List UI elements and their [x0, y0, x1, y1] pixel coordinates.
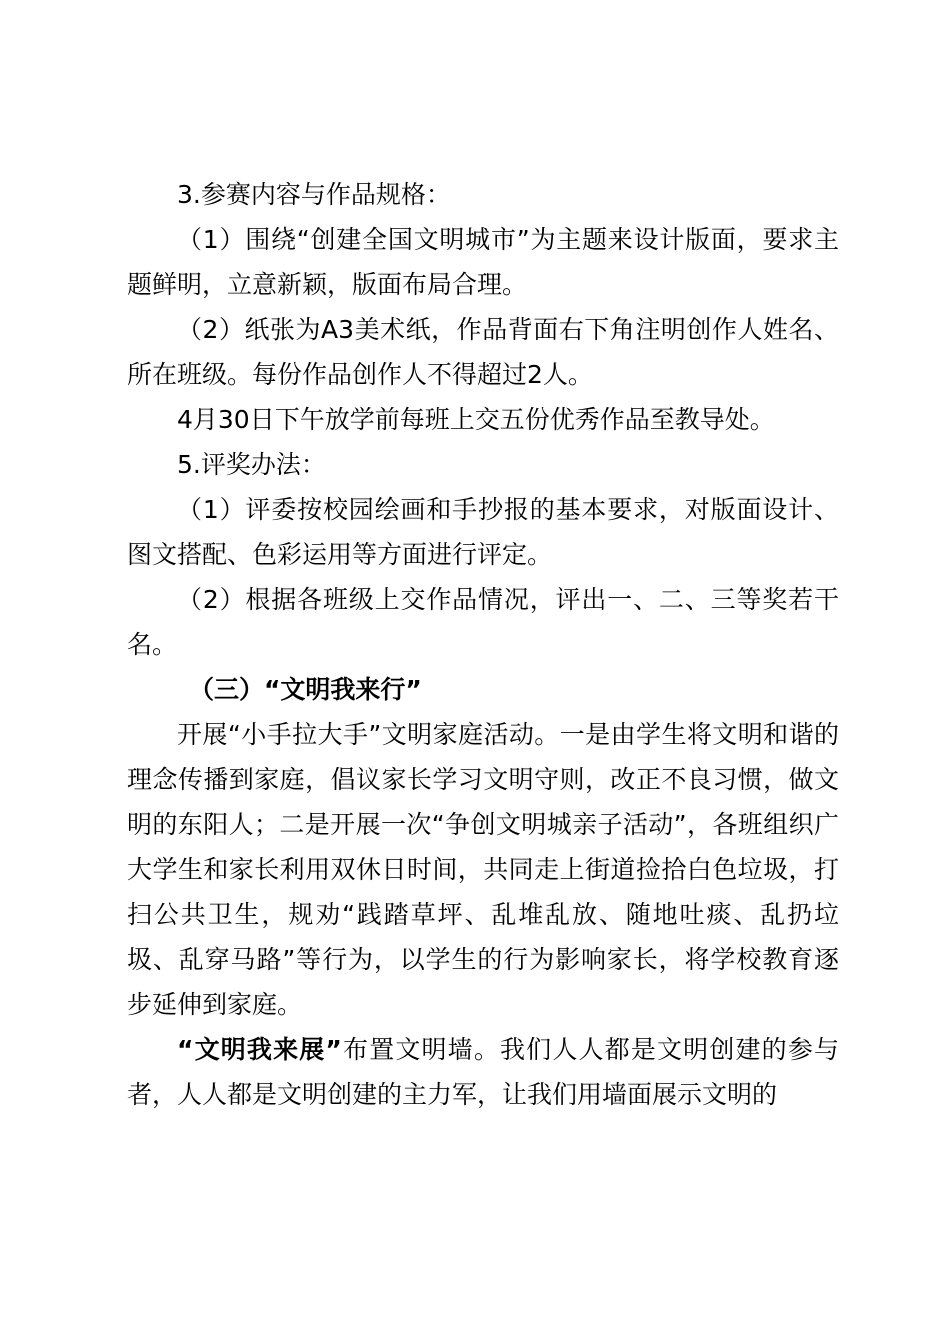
section-heading: （三）“文明我来行”: [189, 675, 422, 704]
paragraph-3-item-1: （1）围绕“创建全国文明城市”为主题来设计版面，要求主题鲜明，立意新颖，版面布局合理。: [127, 225, 839, 299]
paragraph-5-item-1: （1）评委按校园绘画和手抄报的基本要求，对版面设计、图文搭配、色彩运用等方面进行评定。: [127, 495, 839, 569]
paragraph-5-item-2: （2）根据各班级上交作品情况，评出一、二、三等奖若干名。: [127, 585, 839, 659]
paragraph-3-title: 3.参赛内容与作品规格：: [177, 180, 451, 209]
wall-paragraph-lead: “文明我来展”: [177, 1035, 342, 1064]
activity-paragraph: 开展“小手拉大手”文明家庭活动。一是由学生将文明和谐的理念传播到家庭，倡议家长学习文明守则，改正不良习惯，做文明的东阳人；二是开展一次“争创文明城亲子活动”，各班组织广大学生和家长利用双休日时间，共同走上街道捡拾白色垃圾，打扫公共卫生，规劝“践踏草坪、乱堆乱放、随地吐痰、乱扔垃圾、乱穿马路”等行为，以学生的行为影响家长，将学校教育逐步延伸到家庭。: [127, 720, 839, 1019]
paragraph-deadline: 4月30日下午放学前每班上交五份优秀作品至教导处。: [177, 405, 775, 434]
paragraph-5-title: 5.评奖办法：: [177, 450, 326, 479]
document-page: [127, 172, 839, 1117]
wall-paragraph-text: 布置文明墙。我们人人都是文明创建的参与者，人人都是文明创建的主力军，让我们用墙面展示文明的: [127, 1035, 839, 1109]
wall-paragraph: [127, 1027, 839, 1117]
paragraph-3-item-2: （2）纸张为A3美术纸，作品背面右下角注明创作人姓名、所在班级。每份作品创作人不得超过2人。: [127, 315, 839, 389]
